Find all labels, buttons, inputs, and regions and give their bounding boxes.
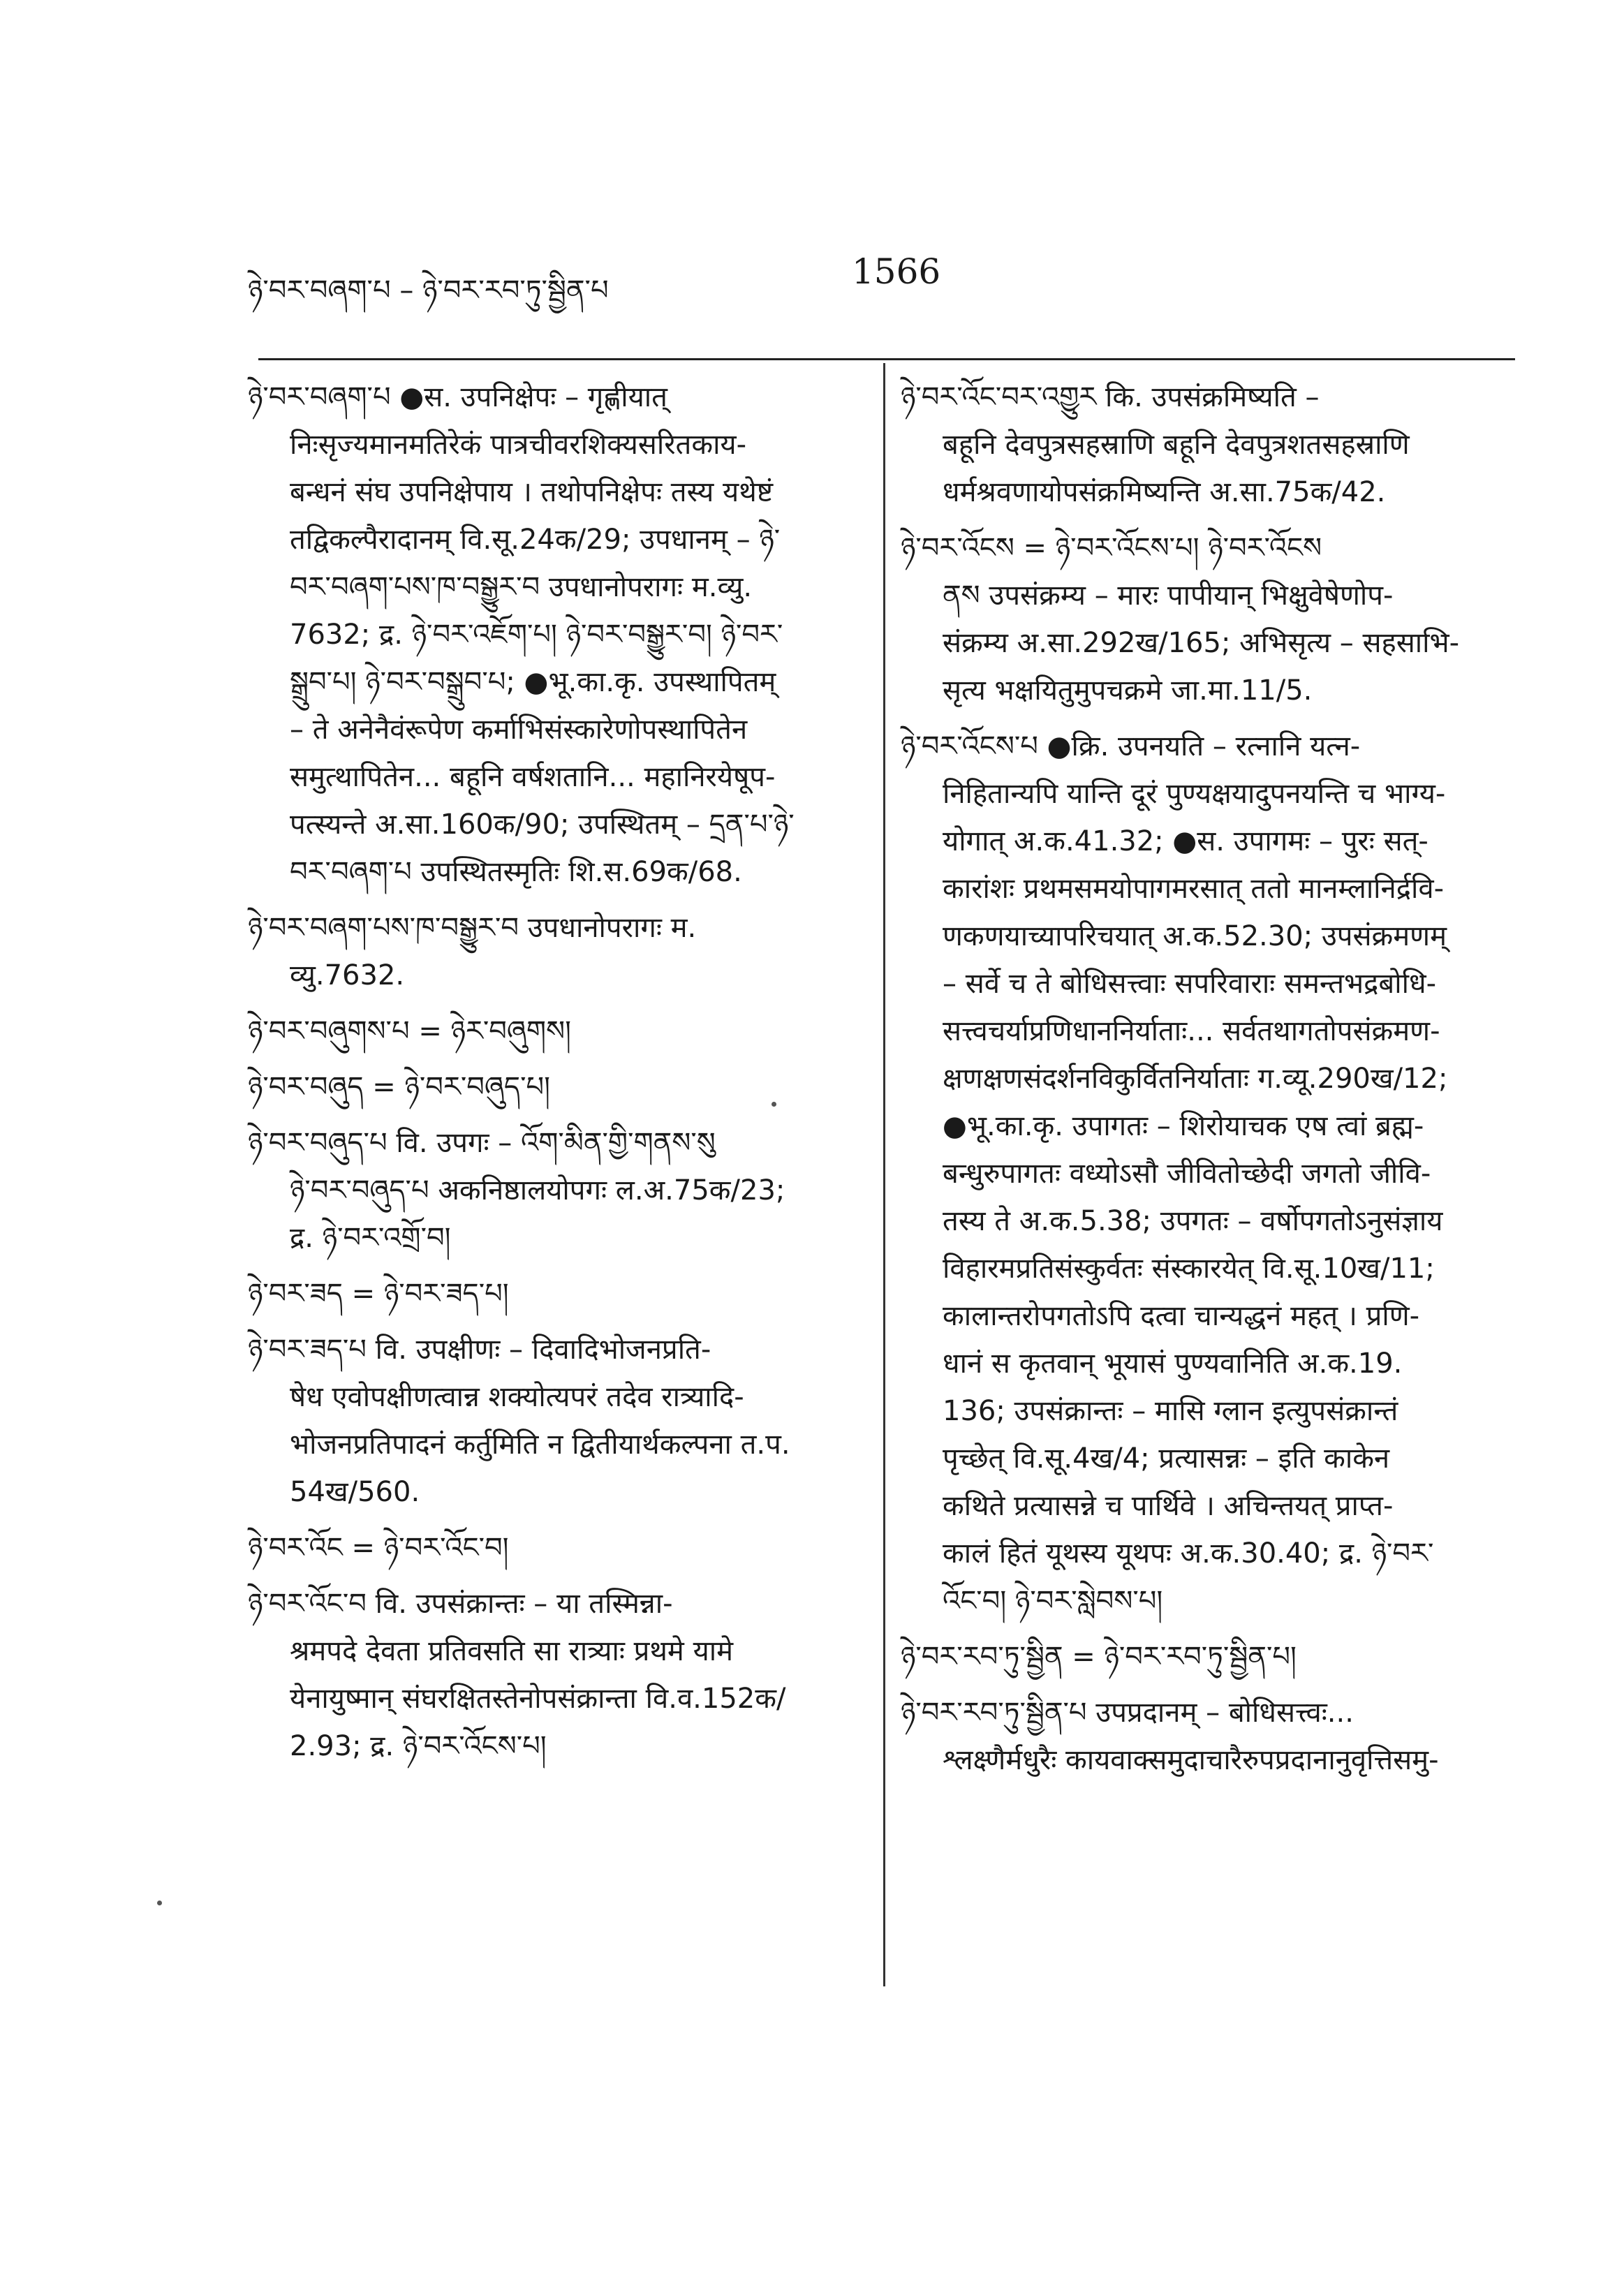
entry-headline: ཉེ་བར་ཟད = ཉེ་བར་ཟད་པ།	[248, 1278, 509, 1310]
entry-line: संक्रम्य अ.सा.292ख/165; अभिसृत्य – सहसाभि-	[943, 627, 1460, 659]
entry-line: 7632; द्र. ཉེ་བར་འཇོག་པ། ཉེ་བར་བསྒྱུར་བ། ཉེ་བར་	[290, 619, 783, 651]
entry-line: भोजनप्रतिपादनं कर्तुमिति न द्वितीयार्थकल्पना त.प.	[290, 1429, 790, 1461]
entry-headline: ཉེ་བར་བཞུགས་པ = ཉེར་བཞུགས།	[248, 1015, 571, 1047]
entry-line: येनायुष्मान् संघरक्षितस्तेनोपसंक्रान्ता वि.व.152क/	[290, 1683, 786, 1715]
scan-speck	[772, 1102, 776, 1107]
entry-line: बहूनि देवपुत्रसहस्राणि बहूनि देवपुत्रशतसहस्राणि	[943, 429, 1410, 461]
page-number: 1566	[852, 251, 941, 292]
dictionary-entry	[248, 1008, 862, 1055]
entry-line: धानं स कृतवान् भूयासं पुण्यवानिति अ.क.19.	[943, 1348, 1403, 1380]
dictionary-entry	[901, 524, 1515, 714]
entry-line: बन्धनं संघ उपनिक्षेपाय । तथोपनिक्षेपः तस्य यथेष्टं	[290, 476, 774, 508]
entry-line: 54ख/560.	[290, 1476, 420, 1508]
entry-headline: ཉེ་བར་འོངས་པ ●क्रि. उपनयति – रत्नानि यत्न-	[901, 730, 1361, 762]
entry-line: विहारमप्रतिसंस्कुर्वतः संस्कारयेत् वि.सू.10ख/11;	[943, 1253, 1435, 1285]
running-head-title: ཉེ་བར་བཞག་པ – ཉེ་བར་རབ་ཏུ་སྦྱིན་པ	[248, 274, 609, 307]
entry-headline: ཉེ་བར་ཟད་པ वि. उपक्षीणः – दिवादिभोजनप्रति-	[248, 1334, 711, 1366]
entry-line: सत्त्वचर्याप्रणिधाननिर्याताः... सर्वतथागतोपसंक्रमण-	[943, 1015, 1440, 1047]
dictionary-entry	[248, 1270, 862, 1318]
entry-headline: ཉེ་བར་བཞུད་པ वि. उपगः – འོག་མིན་གྱི་གནས་སུ	[248, 1127, 716, 1159]
entry-line: ཉེ་བར་བཞུད་པ अकनिष्ठालयोपगः ल.अ.75क/23;	[290, 1174, 785, 1206]
entry-line: श्रमपदे देवता प्रतिवसति सा रात्र्याः प्रथमे यामे	[290, 1635, 734, 1667]
entry-headline: ཉེ་བར་བཞུད = ཉེ་བར་བཞུད་པ།	[248, 1071, 550, 1103]
dictionary-entry	[901, 1633, 1515, 1681]
entry-line: पत्स्यन्ते अ.सा.160क/90; उपस्थितम् – དྲན་པ་ཉེ་	[290, 809, 795, 841]
dictionary-entry	[248, 1063, 862, 1111]
entry-line: ནས उपसंक्रम्य – मारः पापीयान् भिक्षुवेषेणोप-	[943, 580, 1394, 612]
entry-headline: ཉེ་བར་འོངས = ཉེ་བར་འོངས་པ། ཉེ་བར་འོངས	[901, 532, 1322, 564]
entry-line: निःसृज्यमानमतिरेकं पात्रचीवरशिक्यसरितकाय-	[290, 429, 747, 461]
entry-line: तस्य ते अ.क.5.38; उपगतः – वर्षोपगतोऽनुसंज्ञाय	[943, 1205, 1443, 1237]
dictionary-entry	[248, 1326, 862, 1516]
dictionary-entry	[248, 904, 862, 999]
entry-line: निहितान्यपि यान्ति दूरं पुण्यक्षयादुपनयन्ति च भाग्य-	[943, 778, 1446, 810]
dictionary-entry	[248, 374, 862, 896]
entry-line: ●भू.का.कृ. उपागतः – शिरोयाचक एष त्वां ब्रह्म-	[943, 1110, 1424, 1142]
entry-line: बन्धुरुपागतः वध्योऽसौ जीवितोच्छेदी जगतो जीवि-	[943, 1158, 1431, 1190]
scan-speck	[157, 1901, 162, 1905]
header-rule	[258, 358, 1515, 360]
entry-line: སྒྲུབ་པ། ཉེ་བར་བསྒྲུབ་པ; ●भू.का.कृ. उपस्थापितम्	[290, 666, 776, 698]
entry-line: श्लक्ष्णैर्मधुरैः कायवाक्समुदाचारैरुपप्रदानानुवृत्तिसमु-	[943, 1744, 1439, 1776]
entry-line: कथिते प्रत्यासन्ने च पार्थिवे । अचिन्तयत् प्राप्त-	[943, 1490, 1394, 1522]
entry-line: द्र. ཉེ་བར་འགྲོ་བ།	[290, 1222, 451, 1254]
entry-line: पृच्छेत् वि.सू.4ख/4; प्रत्यासन्नः – इति काकेन	[943, 1442, 1390, 1475]
entry-line: 136; उपसंक्रान्तः – मासि ग्लान इत्युपसंक्रान्तं	[943, 1395, 1398, 1427]
entry-line: कालान्तरोपगतोऽपि दत्वा चान्यद्धनं महत् । प्रणि-	[943, 1300, 1420, 1332]
entry-line: – ते अनेनैवंरूपेण कर्माभिसंस्कारेणोपस्थापितेन	[290, 714, 748, 746]
entry-line: योगात् अ.क.41.32; ●स. उपागमः – पुरः सत्-	[943, 825, 1429, 857]
entry-line: क्षणक्षणसंदर्शनविकुर्वितनिर्याताः ग.व्यू.290ख/12;	[943, 1063, 1448, 1095]
dictionary-entry	[901, 374, 1515, 516]
entry-line: འོང་བ། ཉེ་བར་སླེབས་པ།	[943, 1585, 1163, 1617]
entry-line: བར་བཞག་པ उपस्थितस्मृतिः शि.स.69क/68.	[290, 856, 742, 888]
right-column	[901, 374, 1515, 1792]
entry-line: णकणयाच्यापरिचयात् अ.क.52.30; उपसंक्रमणम्	[943, 920, 1447, 952]
entry-line: कालं हितं यूथस्य यूथपः अ.क.30.40; द्र. ཉེ་བར་	[943, 1537, 1434, 1570]
entry-headline: ཉེ་བར་འོང་བར་འགྱུར कि. उपसंक्रमिष्यति –	[901, 381, 1320, 413]
entry-headline: ཉེ་བར་རབ་ཏུ་སྦྱིན = ཉེ་བར་རབ་ཏུ་སྦྱིན་པ།	[901, 1641, 1297, 1673]
entry-headline: ཉེ་བར་རབ་ཏུ་སྦྱིན་པ उपप्रदानम् – बोधिसत्त्वः...	[901, 1697, 1354, 1729]
entry-line: 2.93; द्र. ཉེ་བར་འོངས་པ།	[290, 1730, 547, 1762]
entry-headline: ཉེ་བར་འོང་བ वि. उपसंक्रान्तः – या तस्मिन्ना-	[248, 1588, 673, 1620]
entry-line: कारांशः प्रथमसमयोपागमरसात् ततो मानम्लानिर्द्रवि-	[943, 873, 1445, 905]
entry-line: षेध एवोपक्षीणत्वान्न शक्योत्यपरं तदेव रात्र्यादि-	[290, 1381, 744, 1413]
dictionary-entry	[901, 1689, 1515, 1784]
entry-line: समुत्थापितेन... बहूनि वर्षशतानि... महानिरयेषूप-	[290, 761, 776, 793]
running-header	[248, 244, 1505, 321]
dictionary-entry	[248, 1580, 862, 1770]
dictionary-entry	[248, 1119, 862, 1262]
dictionary-entry	[248, 1524, 862, 1572]
entry-headline: ཉེ་བར་འོང = ཉེ་བར་འོང་བ།	[248, 1532, 509, 1564]
dictionary-entry	[901, 723, 1515, 1625]
entry-line: सृत्य भक्षयितुमुपचक्रमे जा.मा.11/5.	[943, 674, 1313, 707]
entry-line: व्यु.7632.	[290, 959, 405, 991]
left-column	[248, 374, 862, 1778]
entry-line: བར་བཞག་པས་ཁ་བསྒྱུར་བ उपधानोपरागः म.व्यु.	[290, 571, 753, 603]
entry-headline: ཉེ་བར་བཞག་པས་ཁ་བསྒྱུར་བ उपधानोपरागः म.	[248, 912, 697, 944]
entry-line: – सर्वे च ते बोधिसत्त्वाः सपरिवाराः समन्तभद्रबोधि-	[943, 968, 1437, 1000]
column-divider	[883, 363, 885, 1986]
entry-headline: ཉེ་བར་བཞག་པ ●स. उपनिक्षेपः – गृह्णीयात्	[248, 381, 667, 413]
entry-line: तद्विकल्पैरादानम् वि.सू.24क/29; उपधानम् – ཉེ་	[290, 524, 781, 556]
entry-line: धर्मश्रवणायोपसंक्रमिष्यन्ति अ.सा.75क/42.	[943, 476, 1386, 508]
